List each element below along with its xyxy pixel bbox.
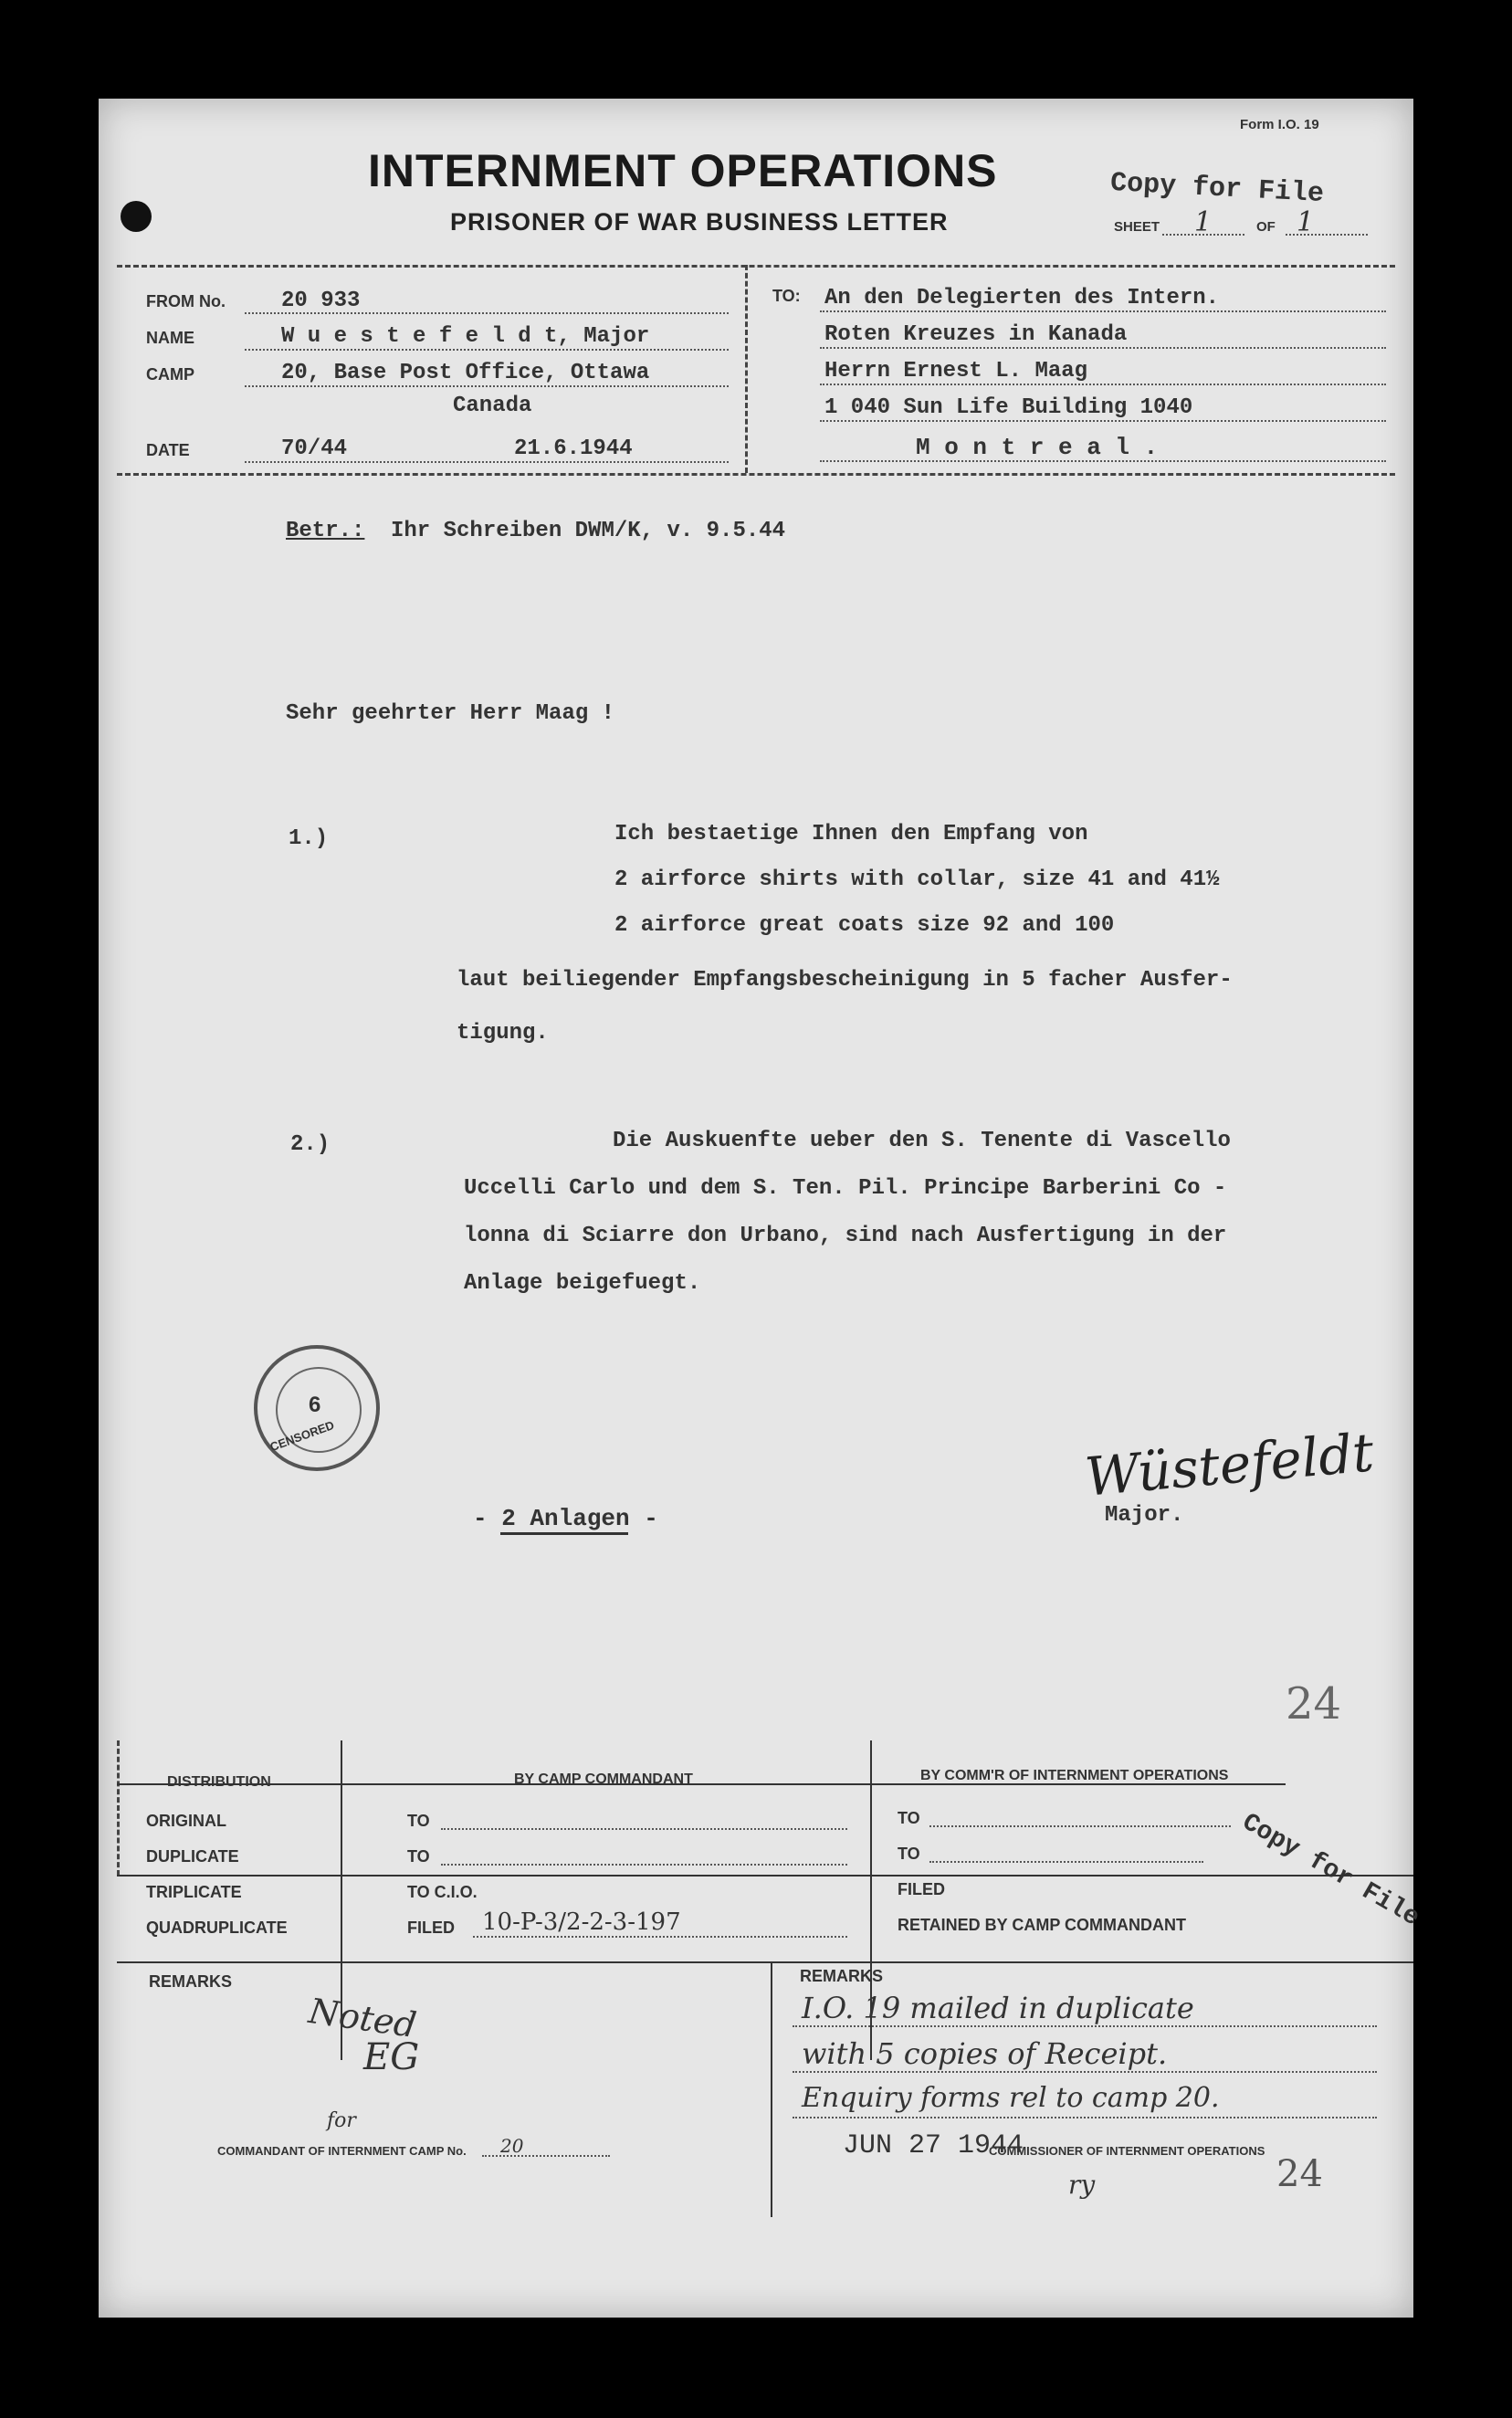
date-value: 21.6.1944 [514, 436, 633, 461]
by-camp-header: BY CAMP COMMANDANT [514, 1771, 693, 1787]
sheet-label: SHEET [1114, 219, 1160, 235]
item-2-line-3: lonna di Sciarre don Urbano, sind nach Ausfertigung in der [464, 1224, 1227, 1248]
item-1-number: 1.) [289, 826, 329, 851]
signature-rank: Major. [1105, 1503, 1184, 1528]
camp-to-1: TO [407, 1812, 430, 1830]
remarks-left-initials: EG [363, 2036, 420, 2078]
subject-label: Betr.: [286, 519, 365, 543]
item-1-line-3: 2 airforce great coats size 92 and 100 [614, 913, 1115, 938]
dist-row-triplicate: TRIPLICATE [146, 1883, 242, 1901]
camp-value-1: 20, Base Post Office, Ottawa [281, 361, 650, 385]
dist-row-duplicate: DUPLICATE [146, 1847, 239, 1866]
dist-row-quadruplicate: QUADRUPLICATE [146, 1919, 288, 1937]
camp-filed-label: FILED [407, 1919, 455, 1937]
distribution-header: DISTRIBUTION [167, 1774, 271, 1790]
commr-retained: RETAINED BY CAMP COMMANDANT [898, 1916, 1187, 1934]
of-label: OF [1256, 219, 1276, 235]
remarks-left-label: REMARKS [149, 1972, 233, 1991]
remarks-right-initial: ry [1068, 2170, 1096, 2200]
enclosures: - 2 Anlagen - [473, 1505, 658, 1532]
form-number: Form I.O. 19 [1240, 117, 1319, 132]
remarks-left-footer: COMMANDANT OF INTERNMENT CAMP No. [217, 2144, 467, 2158]
item-2-number: 2.) [290, 1132, 331, 1157]
item-1-line-2: 2 airforce shirts with collar, size 41 and 41½ [614, 867, 1220, 892]
sheet-value: 1 [1194, 206, 1213, 238]
dist-row-original: ORIGINAL [146, 1812, 226, 1830]
copy-for-file-stamp-2: Copy for File [1236, 1808, 1424, 1933]
from-label: FROM No. [146, 292, 226, 310]
recipient-line-2: Roten Kreuzes in Kanada [824, 322, 1128, 347]
signature: Wüstefeldt [1082, 1421, 1377, 1509]
name-label: NAME [146, 329, 194, 347]
of-value: 1 [1297, 206, 1315, 238]
page-mark: 24 [1286, 1678, 1342, 1729]
item-1-line-5: tigung. [457, 1021, 549, 1046]
form-title: INTERNMENT OPERATIONS [368, 145, 998, 196]
censor-stamp-number: 6 [309, 1393, 321, 1417]
copy-for-file-stamp: Copy for File [1109, 167, 1325, 211]
camp-value-2: Canada [453, 394, 532, 418]
remarks-left-footer-number: 20 [500, 2135, 524, 2157]
remarks-right-page-mark: 24 [1276, 2153, 1323, 2195]
name-value: W u e s t e f e l d t, Major [281, 324, 650, 349]
camp-to-cio: TO C.I.O. [407, 1883, 478, 1901]
recipient-line-1: An den Delegierten des Intern. [824, 286, 1220, 310]
punch-hole [121, 201, 152, 232]
commr-to-2: TO [898, 1845, 920, 1863]
camp-label: CAMP [146, 365, 194, 384]
item-2-line-2: Uccelli Carlo und dem S. Ten. Pil. Principe Barberini Co - [464, 1176, 1227, 1201]
remarks-right-line-3: Enquiry forms rel to camp 20. [802, 2082, 1220, 2114]
camp-filed-value: 10-P-3/2-2-3-197 [482, 1908, 681, 1936]
to-label: TO: [772, 287, 801, 305]
salutation: Sehr geehrter Herr Maag ! [286, 701, 615, 726]
date-label: DATE [146, 441, 190, 459]
camp-to-2: TO [407, 1847, 430, 1866]
form-subtitle: PRISONER OF WAR BUSINESS LETTER [450, 208, 949, 236]
recipient-line-4: 1 040 Sun Life Building 1040 [824, 395, 1193, 420]
item-1-line-4: laut beiliegender Empfangsbescheinigung in 5 facher Ausfer- [457, 968, 1233, 993]
censor-stamp [254, 1345, 380, 1471]
remarks-right-line-1: I.O. 19 mailed in duplicate [802, 1991, 1194, 2025]
recipient-line-3: Herrn Ernest L. Maag [824, 359, 1088, 384]
subject-text: Ihr Schreiben DWM/K, v. 9.5.44 [391, 519, 786, 543]
remarks-right-line-2: with 5 copies of Receipt. [802, 2036, 1168, 2071]
date-ref: 70/44 [281, 436, 348, 461]
for-mark: for [327, 2109, 356, 2132]
by-commr-header: BY COMM'R OF INTERNMENT OPERATIONS [920, 1768, 1229, 1783]
item-1-line-1: Ich bestaetige Ihnen den Empfang von [614, 822, 1088, 846]
commr-to-1: TO [898, 1809, 920, 1827]
remarks-left-handwriting: Noted [306, 1990, 419, 2046]
item-2-line-1: Die Auskuenfte ueber den S. Tenente di Vascello [613, 1129, 1231, 1153]
recipient-line-5: M o n t r e a l . [916, 434, 1159, 461]
remarks-right-footer: COMMISSIONER OF INTERNMENT OPERATIONS [989, 2144, 1265, 2158]
from-value: 20 933 [281, 289, 361, 313]
remarks-right-label: REMARKS [800, 1967, 884, 1985]
item-2-line-4: Anlage beigefuegt. [464, 1271, 701, 1296]
date-stamp: JUN 27 1944 [843, 2130, 1024, 2161]
letter-sheet [99, 99, 1424, 2318]
censor-stamp-text: CENSORED [268, 1417, 337, 1455]
commr-filed: FILED [898, 1880, 945, 1898]
